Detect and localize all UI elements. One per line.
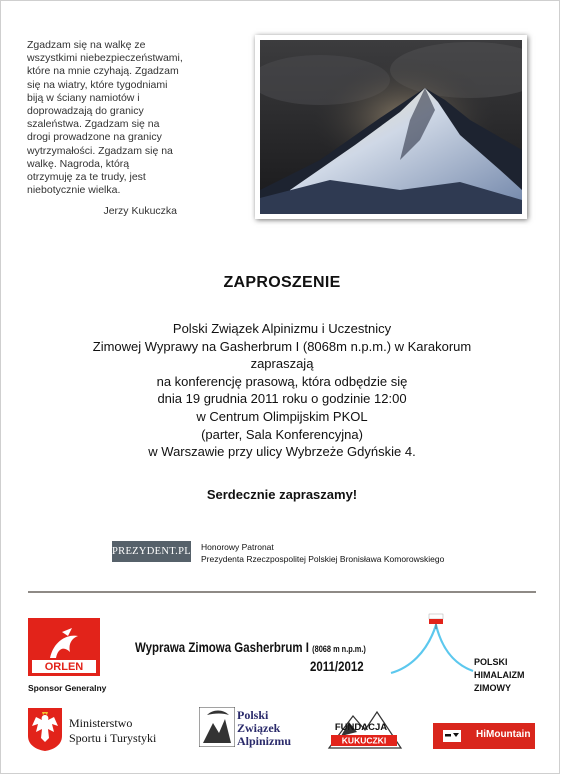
fundacja-kukuczki-logo	[327, 708, 403, 750]
orlen-logo	[28, 618, 100, 676]
invitation-title: ZAPROSZENIE	[223, 274, 341, 291]
himountain-wordmark: HiMountain	[476, 729, 531, 740]
himountain-icon	[433, 723, 473, 749]
kukuczki-label: KUKUCZKI	[341, 735, 387, 746]
fundacja-label: FUNDACJA	[334, 722, 388, 733]
patronage-text	[201, 541, 444, 565]
invitation-line: na konferencję prasową, która odbędzie się	[156, 373, 408, 389]
invitation-line: Polski Związek Alpinizmu i Uczestnicy	[172, 321, 392, 336]
pza-logo-icon	[199, 707, 235, 747]
orlen-wordmark: ORLEN	[44, 661, 84, 673]
greeting: Serdecznie zapraszamy!	[206, 487, 358, 502]
invitation-line: (parter, Sala Konferencyjna)	[201, 426, 363, 442]
invitation-line: dnia 19 grudnia 2011 roku o godzinie 12:00	[157, 391, 407, 407]
expedition-name: Wyprawa Zimowa Gasherbrum I	[135, 639, 309, 655]
invitation-body	[1, 320, 562, 461]
ministerstwo-wordmark: Ministerstwo Sportu i Turystyki	[69, 716, 157, 745]
mountain-photo-frame	[255, 35, 527, 219]
expedition-height: (8068 m n.p.m.)	[312, 644, 366, 654]
invitation-line: w Warszawie przy ulicy Wybrzeże Gdyńskie 4.	[148, 444, 416, 460]
invitation-line: w Centrum Olimpijskim PKOL	[196, 408, 368, 424]
invitation-line: zapraszają	[250, 356, 314, 372]
patronage-line-1: Honorowy Patronat	[201, 542, 274, 552]
quote-author: Jerzy Kukuczka	[103, 205, 177, 217]
polish-eagle-icon	[26, 706, 64, 752]
mountain-photo	[260, 40, 522, 214]
himalaizm-mountain-icon	[389, 613, 479, 675]
prezydent-badge: PREZYDENT.PL	[112, 541, 191, 562]
invitation-line: Zimowej Wyprawy na Gasherbrum I (8068m n.p.m.) w Karakorum	[92, 338, 472, 354]
himalaizm-wordmark: POLSKI HIMALAIZM ZIMOWY	[474, 657, 525, 693]
kukuczka-quote: Zgadzam się na walkę ze wszystkimi niebezpieczeństwami, które na mnie czyhają. Zgadzam się na wiatry, które tygodniami biją w ściany namiotów i doprowadzają do granicy szaleństwa. Zgadzam się na drogi prowadzone na granicy wytrzymałości. Zgadzam się na walkę. Nagroda, którą otrzymuję za te trudy, jest niebotycznie wielka.	[27, 39, 183, 197]
divider	[28, 591, 536, 593]
sponsor-label: Sponsor Generalny	[28, 683, 107, 693]
patronage-line-2: Prezydenta Rzeczpospolitej Polskiej Bronisława Komorowskiego	[201, 554, 445, 564]
expedition-title	[135, 639, 366, 655]
pza-wordmark: Polski Związek Alpinizmu	[237, 708, 292, 748]
expedition-years: 2011/2012	[310, 658, 364, 674]
